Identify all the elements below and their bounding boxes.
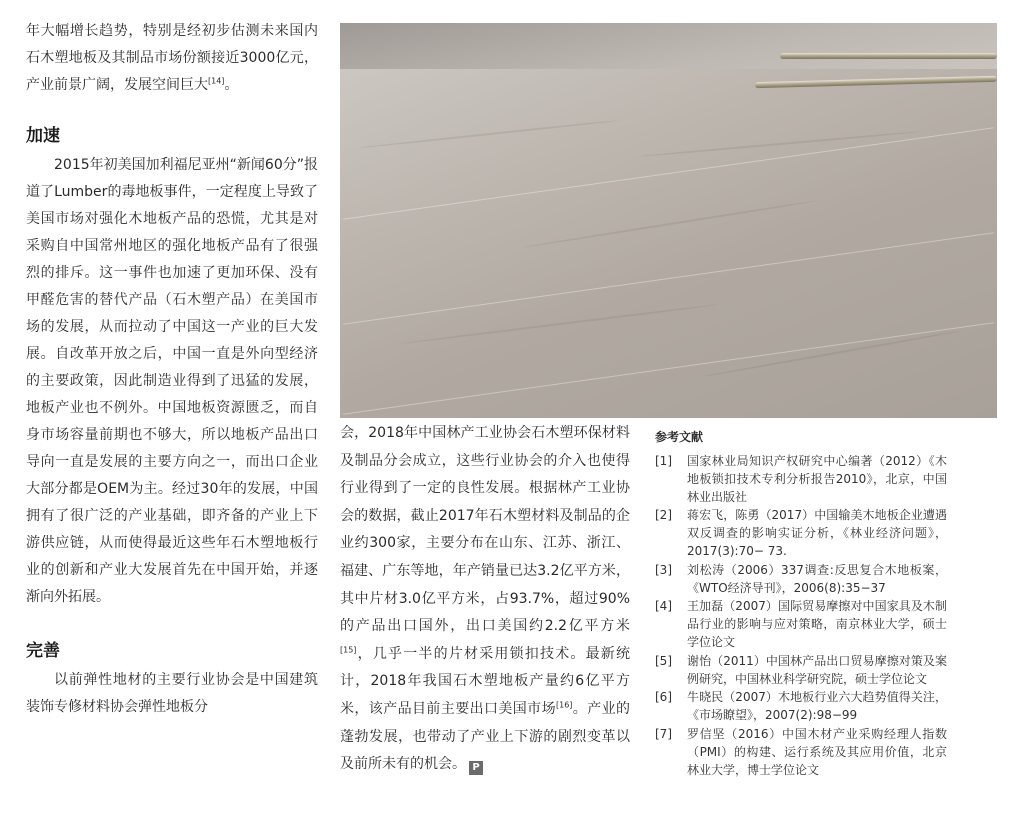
metal-trim-rod	[780, 53, 997, 59]
reference-item	[655, 598, 947, 651]
reference-text: 蒋宏飞，陈勇（2017）中国输美木地板企业遭遇双反调查的影响实证分析，《林业经济问题》，2017(3):70− 73.	[687, 508, 947, 558]
reference-item	[655, 726, 947, 779]
intro-paragraph	[26, 18, 318, 99]
section-heading-wanshan: 完善	[26, 641, 60, 661]
metal-trim-rod	[755, 76, 997, 88]
jiasu-paragraph: 2015年初美国加利福尼亚州“新闻60分”报道了Lumber的毒地板事件，一定程度上导致了美国市场对强化木地板产品的恐慌，尤其是对采购自中国常州地区的强化地板产品有了很强烈的排斥。这一事件也加速了更加环保、没有甲醛危害的替代产品（石木塑产品）在美国市场的发展，从而拉动了中国这一产业的巨大发展。自改革开放之后，中国一直是外向型经济的主要政策，因此制造业得到了迅猛的发展，地板产业也不例外。中国地板资源匮乏，而自身市场容量前期也不够大，所以地板产品出口导向一直是发展的主要方向之一，而出口企业大部分都是OEM为主。经过30年的发展，中国拥有了很广泛的产业基础，即齐备的产业上下游供应链，从而使得最近这些年石木塑地板行业的创新和产业大发展首先在中国开始，并逐渐向外拓展。	[26, 157, 318, 605]
reference-text: 牛晓民（2007）木地板行业六大趋势值得关注，《市场瞭望》，2007(2):98−99	[687, 690, 947, 723]
intro-end: 。	[224, 77, 239, 93]
reference-item	[655, 653, 947, 689]
reference-item	[655, 689, 947, 725]
reference-number: [5]	[655, 653, 672, 668]
reference-number: [2]	[655, 508, 672, 523]
wanshan-paragraph: 以前弹性地材的主要行业协会是中国建筑装饰专修材料协会弹性地板分	[26, 672, 318, 715]
citation-15: [15]	[340, 645, 357, 655]
plank-seam	[343, 127, 994, 219]
article-column-left	[26, 18, 318, 721]
reference-text: 谢怡（2011）中国林产品出口贸易摩擦对策及案例研究，中国林业科学研究院，硕士学位论文	[687, 653, 947, 686]
flooring-photo	[340, 23, 997, 418]
reference-text: 国家林业局知识产权研究中心编著（2012）《木地板锁扣技术专利分析报告2010》，北京，中国林业出版社	[687, 454, 947, 504]
citation-14: [14]	[208, 76, 225, 86]
middle-paragraph	[340, 420, 630, 779]
references-list	[655, 453, 947, 779]
reference-item	[655, 562, 947, 598]
citation-16: [16]	[555, 700, 573, 710]
wood-grain	[361, 119, 620, 148]
reference-number: [3]	[655, 562, 672, 577]
intro-text: 年大幅增长趋势，特别是经初步估测未来国内石木塑地板及其制品市场份额接近3000亿元，产业前景广阔，发展空间巨大	[26, 23, 318, 93]
middle-text-c: 。产业的蓬勃发展，也带动了产业上下游的剧烈变革以及前所未有的机会。	[340, 700, 631, 773]
upper-board	[340, 23, 997, 69]
reference-number: [1]	[655, 454, 672, 468]
references-section	[655, 428, 947, 780]
reference-item	[655, 453, 947, 506]
article-column-middle	[340, 420, 630, 779]
middle-text-b: ，几乎一半的片材采用锁扣技术。最新统计，2018年我国石木塑地板产量约6亿平方米，该产品目前主要出口美国市场	[340, 645, 630, 717]
reference-text: 刘松涛（2006）337调查:反思复合木地板案，《WTO经济导刊》，2006(8):35−37	[687, 562, 947, 595]
reference-item	[655, 507, 947, 560]
plank-seam	[343, 322, 994, 414]
references-title: 参考文献	[655, 430, 704, 444]
wood-grain	[522, 200, 819, 249]
middle-text-a: 会，2018年中国林产工业协会石木塑环保材料及制品分会成立，这些行业协会的介入也使得行业得到了一定的良性发展。根据林产工业协会的数据，截止2017年石木塑材料及制品的企业约300家，主要分布在山东、江苏、浙江、福建、广东等地，年产销量已达3.2亿平方米，其中片材3.0亿平方米，占93.7%，超过90%的产品出口国外，出口美国约2.2亿平方米	[340, 425, 630, 635]
wood-grain	[702, 330, 958, 377]
reference-text: 罗信坚（2016）中国木材产业采购经理人指数（PMI）的构建、运行系统及其应用价值，北京林业大学，博士学位论文	[687, 726, 947, 777]
end-of-article-icon: P	[469, 761, 483, 775]
reference-number: [7]	[655, 726, 672, 741]
reference-number: [6]	[655, 690, 672, 705]
reference-text: 王加磊（2007）国际贸易摩擦对中国家具及木制品行业的影响与应对策略，南京林业大学，硕士学位论文	[687, 599, 947, 649]
section-heading-jiasu: 加速	[26, 126, 60, 146]
reference-number: [4]	[655, 599, 672, 614]
